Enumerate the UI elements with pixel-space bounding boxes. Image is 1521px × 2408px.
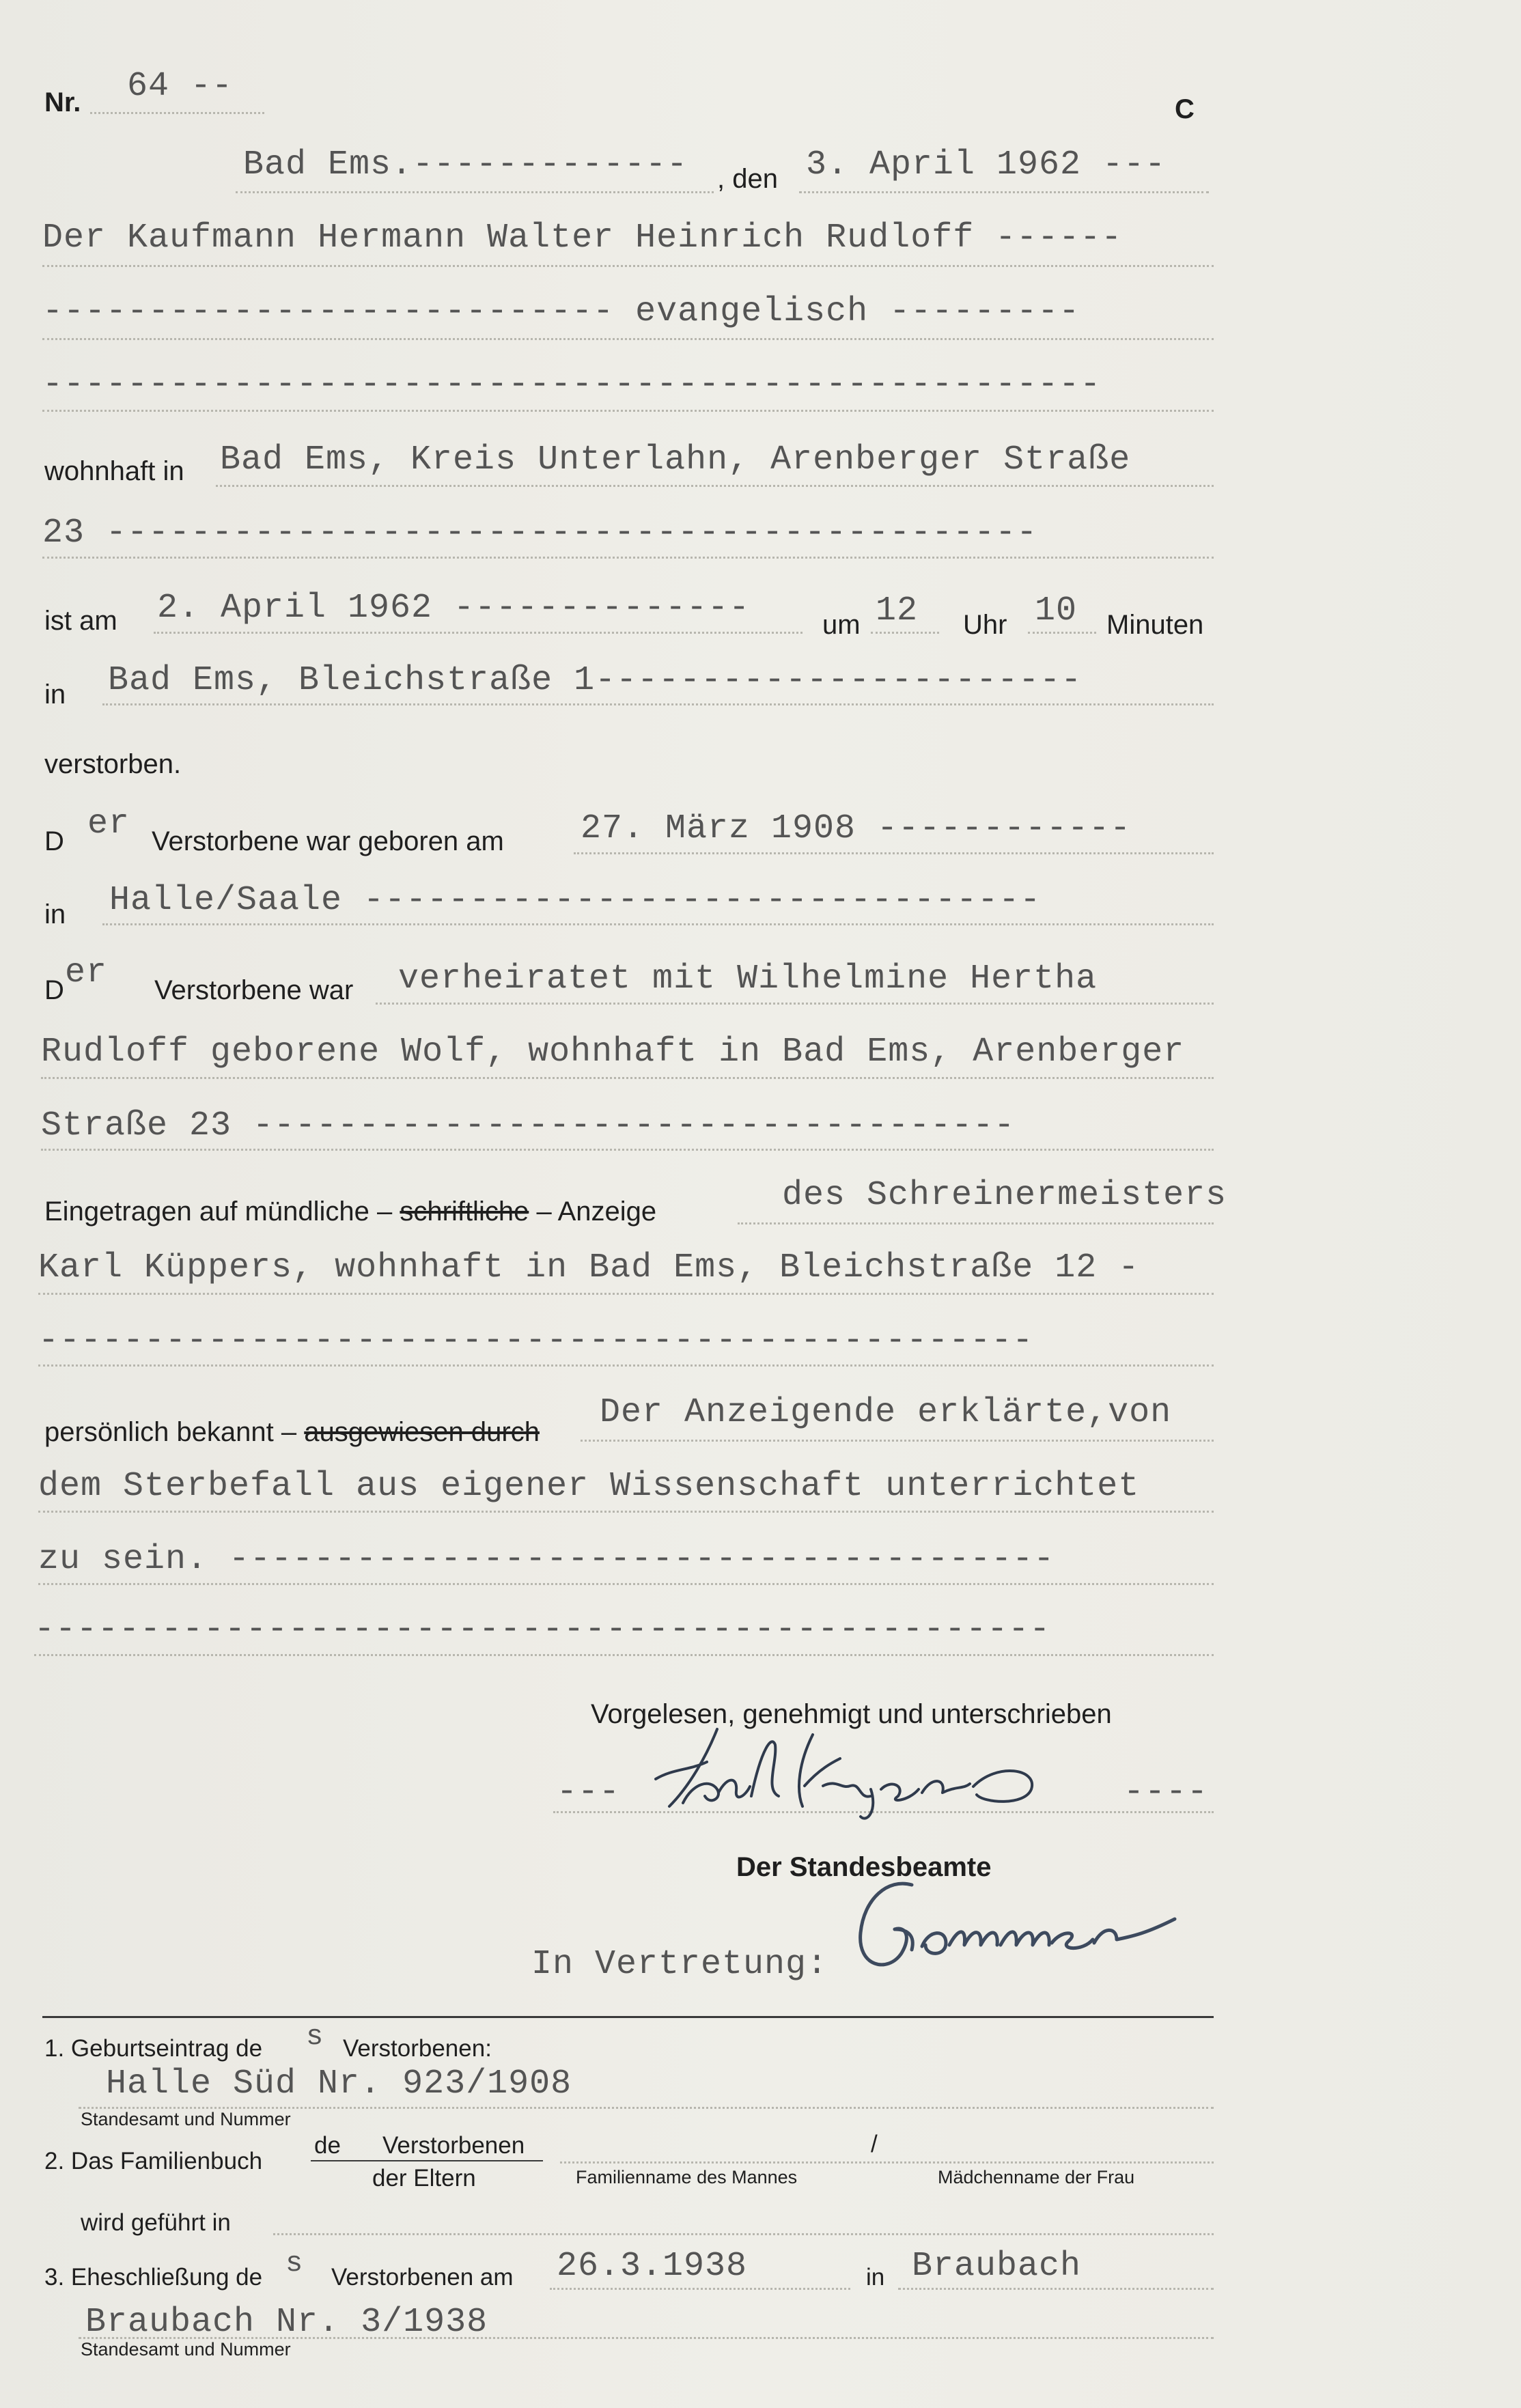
identity-line-3: zu sein. ---------------------------------------	[38, 1540, 1055, 1579]
dotted-line	[560, 2161, 1214, 2164]
person-line-3: --------------------------------------------------	[42, 365, 1102, 404]
dotted-line	[102, 703, 1214, 705]
footer-item-2-de: de	[314, 2132, 341, 2159]
registration-line-3: -----------------------------------------------	[38, 1321, 1034, 1360]
dotted-line	[38, 1293, 1214, 1295]
in-label: in	[44, 899, 66, 929]
marriage-date: 26.3.1938	[557, 2247, 748, 2286]
dotted-line	[38, 1364, 1214, 1367]
dotted-line	[273, 2233, 1214, 2235]
footer-item-3-label: 3. Eheschließung de	[44, 2264, 263, 2291]
dotted-line	[550, 2288, 850, 2290]
maedchenname-label: Mädchenname der Frau	[938, 2167, 1135, 2187]
ausgewiesen-struck: ausgewiesen durch	[304, 1417, 540, 1447]
certificate-date: 3. April 1962 ---	[806, 145, 1167, 184]
um-label: um	[822, 610, 861, 640]
dotted-line	[90, 112, 264, 114]
dotted-line	[236, 191, 714, 193]
minuten-label: Minuten	[1106, 610, 1204, 640]
person-line-1: Der Kaufmann Hermann Walter Heinrich Rudloff ------	[42, 219, 1123, 257]
dotted-line	[376, 1003, 1214, 1005]
dotted-line	[871, 632, 939, 634]
dotted-line	[799, 191, 1209, 193]
marital-line-3: Straße 23 ------------------------------------	[41, 1106, 1016, 1145]
dotted-line	[41, 1149, 1214, 1151]
dotted-line	[738, 1222, 1214, 1224]
death-minutes: 10	[1035, 591, 1078, 630]
marriage-place: Braubach	[912, 2247, 1082, 2286]
marital-line-2: Rudloff geborene Wolf, wohnhaft in Bad Ems, Arenberger	[41, 1033, 1185, 1072]
familienname-label: Familienname des Mannes	[576, 2167, 798, 2187]
standesamt-label: Standesamt und Nummer	[81, 2109, 291, 2129]
dotted-line	[216, 485, 1214, 487]
dotted-line	[41, 1077, 1214, 1079]
person-line-2: --------------------------- evangelisch ---------	[42, 292, 1080, 331]
identity-line-4: ------------------------------------------------	[34, 1610, 1051, 1649]
in-vertretung-label: In Vertretung:	[531, 1945, 828, 1984]
registration-line-1: des Schreinermeisters	[782, 1176, 1227, 1215]
bekannt-label	[44, 1417, 540, 1448]
death-place: Bad Ems, Bleichstraße 1-----------------------	[108, 661, 1083, 700]
verstorben-label: verstorben.	[44, 749, 182, 779]
eingetragen-label-pre: Eingetragen auf mündliche –	[44, 1196, 393, 1227]
footer-item-3-in: in	[866, 2264, 885, 2291]
dotted-line	[34, 1654, 1214, 1656]
dotted-line	[38, 1511, 1214, 1513]
nr-value: 64 --	[127, 67, 234, 106]
in-label: in	[44, 680, 66, 710]
birth-place: Halle/Saale --------------------------------	[109, 881, 1042, 920]
informant-signature	[642, 1721, 1065, 1817]
dotted-line	[38, 1583, 1214, 1585]
gender-suffix: er	[65, 953, 108, 992]
registration-line-2: Karl Küppers, wohnhaft in Bad Ems, Bleichstraße 12 -	[38, 1248, 1140, 1287]
dash-right: ----	[1124, 1773, 1209, 1812]
footer-item-2-label: 2. Das Familienbuch	[44, 2148, 263, 2174]
eingetragen-label-post: – Anzeige	[536, 1196, 657, 1227]
standesamt-label: Standesamt und Nummer	[81, 2339, 291, 2360]
form-code: C	[1175, 94, 1195, 124]
footer-item-2-verstorbenen: Verstorbenen	[382, 2132, 525, 2159]
registrar-label: Der Standesbeamte	[736, 1852, 992, 1882]
birth-date: 27. März 1908 ------------	[581, 809, 1132, 848]
vorgelesen-label: Vorgelesen, genehmigt und unterschrieben	[591, 1699, 1112, 1729]
death-date: 2. April 1962 --------------	[157, 589, 751, 628]
eingetragen-label	[44, 1196, 656, 1227]
place-value: Bad Ems.-------------	[243, 145, 688, 184]
marriage-entry: Braubach Nr. 3/1938	[85, 2303, 488, 2342]
dotted-line	[1028, 632, 1096, 634]
dotted-line	[102, 923, 1214, 925]
geboren-label: Verstorbene war geboren am	[152, 826, 504, 856]
slash: /	[871, 2131, 878, 2157]
d-label: D	[44, 826, 64, 856]
footer-item-1-suffix: s	[306, 2020, 324, 2053]
identity-line-1: Der Anzeigende erklärte,von	[600, 1393, 1172, 1432]
identity-line-2: dem Sterbefall aus eigener Wissenschaft unterrichtet	[38, 1467, 1140, 1506]
gender-suffix: er	[87, 804, 130, 843]
death-hour: 12	[876, 591, 919, 630]
schriftliche-struck: schriftliche	[400, 1196, 529, 1227]
bekannt-label-pre: persönlich bekannt –	[44, 1417, 297, 1447]
footer-birth-entry: Halle Süd Nr. 923/1908	[106, 2064, 572, 2103]
dotted-line	[42, 410, 1214, 412]
registrar-signature	[847, 1871, 1229, 1980]
marital-line-1: verheiratet mit Wilhelmine Hertha	[398, 960, 1098, 998]
wird-gefuehrt-label: wird geführt in	[81, 2209, 231, 2236]
den-label: , den	[717, 164, 778, 194]
nr-label: Nr.	[44, 87, 81, 117]
dotted-line	[574, 852, 1214, 854]
residence-line-1: Bad Ems, Kreis Unterlahn, Arenberger Straße	[220, 440, 1131, 479]
dash-left: ---	[557, 1773, 621, 1812]
footer-item-3-suffix: s	[285, 2247, 304, 2280]
dotted-line	[42, 557, 1214, 559]
dotted-line	[154, 632, 803, 634]
d-label: D	[44, 975, 64, 1005]
dotted-line	[42, 338, 1214, 340]
dotted-line	[581, 1440, 1214, 1442]
dotted-line	[898, 2288, 1214, 2290]
wohnhaft-label: wohnhaft in	[44, 456, 184, 486]
footer-item-1-post: Verstorbenen:	[343, 2035, 492, 2062]
uhr-label: Uhr	[963, 610, 1007, 640]
residence-line-2: 23 --------------------------------------------	[42, 514, 1038, 552]
footer-item-1-label: 1. Geburtseintrag de	[44, 2035, 263, 2062]
fraction-line	[311, 2160, 543, 2161]
footer-item-3-post: Verstorbenen am	[331, 2264, 514, 2291]
ist-am-label: ist am	[44, 606, 117, 636]
dotted-line	[42, 265, 1214, 267]
verstorbene-war-label: Verstorbene war	[154, 975, 354, 1005]
footer-divider	[42, 2016, 1214, 2018]
footer-item-2-eltern: der Eltern	[372, 2165, 476, 2192]
